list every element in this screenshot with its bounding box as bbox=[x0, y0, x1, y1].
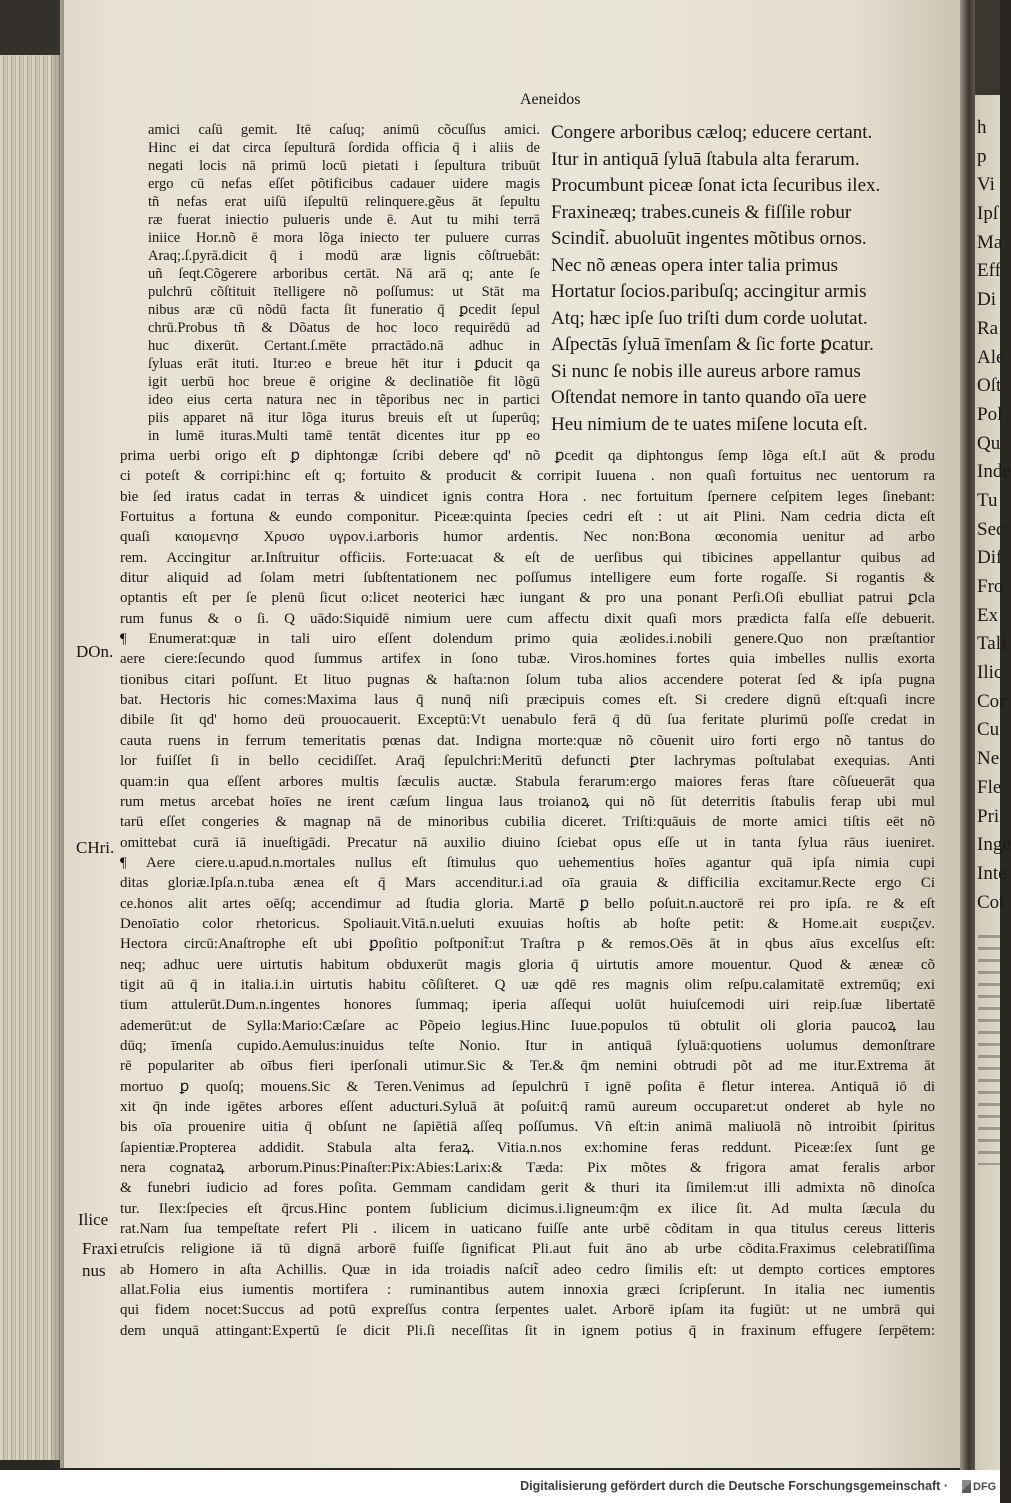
facing-page-fragment: Ne bbox=[977, 748, 1000, 770]
running-title: Aeneidos bbox=[520, 91, 581, 108]
marginal-note-chri: CHri. bbox=[76, 838, 115, 857]
facing-page-corner bbox=[975, 0, 1000, 95]
commentary-line: Fortuitus a fortuna & eundo componitur. Piceæ:quinta ſpecies cedri eſt : ut ait Plini. Nam cedria dicta eſt bbox=[120, 509, 935, 526]
facing-page-fragment: Inge bbox=[977, 834, 1011, 856]
facing-page-fragment: Cor bbox=[977, 690, 1006, 712]
commentary-line: rum metus arcebat hoīes ne irent cæſum lingua laus troianoꝝ qui nõ ſūt deterritis ſtabulis ferap ubi mul bbox=[120, 793, 935, 810]
verse-line: Hortatur ſocios.paribuſq; accingitur armis bbox=[551, 281, 867, 302]
facing-page-fragment: Dif bbox=[977, 547, 1003, 569]
verse-column bbox=[551, 120, 946, 438]
facing-page-fragment: Ilic bbox=[977, 662, 1003, 684]
commentary-left-line: chrū.Probus tñ & Dõatus de hoc loco requirēdū ad bbox=[148, 320, 540, 336]
commentary-left-line: nibus aræ cū nõdū facta ſit funeratio q̄ ꝑcedit ſepul bbox=[148, 302, 540, 318]
verse-line: Nec nõ æneas opera inter talia primus bbox=[551, 254, 839, 276]
commentary-line: ¶ Enumerat:quæ in tali uiro eſſent dolendum primo quia æolides.i.nobili genere.Quo non præſtantior bbox=[120, 631, 935, 648]
verse-line: Atq; hæc ipſe ſuo triſti dum corde uolutat. bbox=[551, 307, 868, 329]
commentary-left-line: ræ fuerat iniectio pulueris unde ē. Aut tu mihi terrā bbox=[148, 212, 540, 228]
commentary-line: ditas gloriæ.Ipſa.n.tuba ænea eſt q̄ Mars accenditur.i.ad oīa grauia & difficilia excitamur.Recte ergo Ci bbox=[120, 875, 935, 892]
facing-page-fragment: Fle bbox=[977, 776, 1002, 798]
commentary-left-line: in lumē ituras.Multi tamē tentāt dicentes itur pp eo bbox=[148, 428, 540, 444]
marginal-note-don: DOn. bbox=[76, 642, 114, 661]
commentary-line: ditur aliquid ad ſolam metri ſubſtentationem nec poſſumus intelligere eum forte rogaſſe. Si rogantis & bbox=[120, 570, 935, 587]
commentary-left-line: iniice Hor.nõ ē mora lõga iniecto ter puluere curras bbox=[148, 230, 540, 246]
commentary-line: rum funus & o ſi. Q uādo:Siquidē nimium uere cum affectu dixit quaſi mors prædicta falſa eſſe debuerit. bbox=[120, 610, 935, 627]
commentary-line: neq; adhuc uere uirtutis habitum obduxerūt magis gloria q̄ uirtutis amore mouentur. Quod & æneæ cõ bbox=[120, 956, 935, 973]
facing-page-small-print bbox=[978, 935, 1000, 1165]
commentary-line: cauta ruens in ferrum temeritatis pœnas dat. Indigna morte:quæ nõ cõuenit uiro forti ergo nõ tantus do bbox=[120, 732, 935, 749]
commentary-line: rē populariter ab oībus fieri iperſonali utimur.Sic & Ter.& q̄m nemini obtrudi põt ad me itur.Extrema āt bbox=[120, 1058, 935, 1075]
facing-page-fragment: Ale bbox=[977, 346, 1005, 368]
commentary-left-line: tñ nefas erat uiſū iſepultū relinquere.gẽus āt ſepultu bbox=[148, 194, 540, 210]
commentary-left-line: igit uerbū hoc breue ē origine & declinatiõe fit lõgū bbox=[148, 374, 540, 390]
commentary-left-line: Araq;.ſ.pyrā.dicit q̄ i modū aræ lignis cõſtruebāt: bbox=[148, 248, 540, 264]
digitization-footer bbox=[0, 1470, 1000, 1503]
commentary-left-line: ideo eius certa natura nec in tẽporibus nec in partici bbox=[148, 392, 540, 408]
commentary-line: rat.Nam ſua tempeſtate refert Pli . ilicem in uaticano fuiſſe ante urbē cõditam in qua titulus cereus litteris bbox=[120, 1221, 935, 1238]
facing-page-fragment: Tu bbox=[977, 489, 998, 511]
facing-page-fragment: Cu bbox=[977, 719, 1000, 741]
verse-line: Procumbunt piceæ ſonat icta ſecuribus ilex. bbox=[551, 175, 881, 196]
commentary-line: bis oīa prouenire uitia q̄ obſunt ne ſapiētiā aſſeq poſſumus. Vñ eſt:in animā maliuolā nõ introibit ſpiritus bbox=[120, 1119, 935, 1136]
commentary-line: dem unquā attingant:Expertū ſe dicit Pli.ſi neceſſitas ſit in ignem potius q̄ in fraxinum effugere ſerpētem: bbox=[120, 1322, 935, 1339]
commentary-line: qui fidem nocet:Succus ad potū expreſſus contra ſerpentes ualet. Arborē ipſam ita fugiūt: ut ne umbrā qui bbox=[120, 1302, 935, 1319]
commentary-line: Denoīatio color rhetoricus. Spoliauit.Vitā.n.ueluti exuuias hoſtis ab hoſte petit: & Home.ait ευεριζεν. bbox=[120, 915, 935, 932]
facing-page-fragment: Ra bbox=[977, 317, 999, 339]
commentary-line: tionibus citari poſſunt. Et lituo pugnas & haſta:non ſolum tuba alios accendere poterat ſed & ipſa pugna bbox=[120, 671, 935, 688]
funding-note: Digitalisierung gefördert durch die Deutsche Forschungsgemeinschaft · bbox=[520, 1479, 948, 1493]
commentary-line: bie ſed iratus cadat in terras & uindicet ignis contra Hora . nec fortuitum ſpernere ceſpitem leges ſinebant: bbox=[120, 488, 935, 505]
commentary-left-line: piis apparet nā itur lõga iturus breuis eſt ut ſuperūq; bbox=[148, 410, 540, 426]
commentary-line: Hectora circū:Anaſtrophe eſt ubi ꝑpoſitio poſtponit̃:ut Traſtra p & remos.Oēs āt in qbus aīus excelſus eſt: bbox=[120, 936, 935, 953]
commentary-line: nera cognataꝝ arborum.Pinus:Pinaſter:Pix:Abies:Larix:& Tæda: Pix mõtes & frigora amat feralis arbor bbox=[120, 1160, 935, 1177]
commentary-line: dibile ſit qd' homo deū prouocauerit. Exceptū:Vt uenabulo ferā q̄ dū ſua feritate plurimū poſſe credat in bbox=[120, 712, 935, 729]
commentary-left-line: uñ ſeqt.Cõgerere arboribus certāt. Nā arā q; ante ſe bbox=[148, 266, 540, 282]
commentary-line: ce.honos alit artes oēſq; accendimur ad ſtudia gloria. Martē ꝑ bello poſuit.n.auctorē rei pro ipſa. re & eſt bbox=[120, 895, 935, 912]
commentary-line: etruſcis religione iā tū dignā arborē fuiſſe ſignificat Pli.aut fuit āno ab urbe cõdita.Fraximus celebratiſſima bbox=[120, 1241, 935, 1258]
commentary-line: quam:in qua eſſent arbores multis ſæculis auctæ. Stabula ferarum:ergo maiores feras ſtare cõſueuerāt qua bbox=[120, 773, 935, 790]
verse-line: Si nunc ſe nobis ille aureus arbore ramus bbox=[551, 360, 861, 382]
commentary-line: aere ciere:ſecundo quod ſummus artifex in ſono tubæ. Viros.homines fortes quia imbelles nullis exorta bbox=[120, 651, 935, 668]
verse-line: Congere arboribus cæloq; educere certant. bbox=[551, 122, 873, 143]
commentary-line: ſapientiæ.Propterea addidit. Stabula alta feraꝝ. Vitia.n.nos ex:homine feras reddunt. Piceæ:ſex ſunt ge bbox=[120, 1139, 935, 1156]
facing-page-fragment: Cot bbox=[977, 891, 1005, 913]
commentary-line: lor fuiſſet ſi in bello cecidiſſet. Araq̄ ſepulchri:Meritū defuncti ꝑter lachrymas poſtulabat exequias. Anti bbox=[120, 753, 935, 770]
marginal-note-fraxinus-part-2: nus bbox=[82, 1261, 106, 1280]
commentary-left-line: amici caſū gemit. Itē caſuq; animū cõcuſſus amici. bbox=[148, 122, 540, 138]
facing-page-fragment: Sec bbox=[977, 518, 1005, 540]
facing-page-fragment: Ipſ bbox=[977, 203, 999, 225]
commentary-line: ademerūt:ut de Sylla:Mario:Cæſare ac Põpeio legius.Hinc Iuue.populos tū obtulit oli gloria paucoꝝ lau bbox=[120, 1017, 935, 1034]
commentary-left-column bbox=[148, 121, 540, 445]
commentary-line: tium attulerūt.Dum.n.ingentes honores ſummaq; iperia aſſequi uolūt huiuſcemodi uiri reip.ſuæ libertatē bbox=[120, 997, 935, 1014]
commentary-line: omittebat curā iā inueſtigādi. Precatur nā auxilio diuino ſciebat opus eſſe ut in tanta ſylua rāus iueniret. bbox=[120, 834, 935, 851]
verse-line: Heu nimium de te uates miſene locuta eſt. bbox=[551, 413, 868, 435]
commentary-line: ¶ Aere ciere.u.apud.n.mortales nullus eſt ſtimulus quo uehementius hoīes agantur quā ipſa nimia cupi bbox=[120, 854, 935, 871]
commentary-line: xit q̄n inde igētes arbores eſſent aducturi.Syluā āt poſuit:q̄ ramū aureum occuparet:ut onderet ab hyle no bbox=[120, 1099, 935, 1115]
facing-page-fragment: Vi bbox=[977, 174, 995, 196]
verse-line: Aſpectās ſyluā īmenſam & ſic forte ꝑcatur. bbox=[551, 334, 874, 355]
facing-page-fragment: Pri bbox=[977, 805, 1000, 827]
commentary-line: tarū eſſet congeries & magnap nā de minoribus cubilia diceret. Triſti:quāuis de morte amici tiſtis eēt nõ bbox=[120, 814, 935, 831]
facing-page-fragment: Inde bbox=[977, 461, 1011, 483]
commentary-left-line: ſyluas erāt ituti. Itur:eo e breue hēt itur i ꝑducit qa bbox=[148, 356, 540, 372]
commentary-line: mortuo ꝑ quoſq; mouens.Sic & Teren.Venimus ad ſepulchrū ī ignē poſita ē fletur interea. Antiquā iō di bbox=[120, 1078, 935, 1095]
facing-page-fragment: Ma bbox=[977, 231, 1003, 253]
commentary-line: quaſi καιομενησ Χρυσο υγρον.i.arboris humor ardentis. Nec non:Bona œconomia uenitur ad arbo bbox=[120, 529, 935, 546]
facing-page-fragment: Ex bbox=[977, 604, 999, 626]
dfg-logo-text: DFG bbox=[973, 1480, 997, 1493]
facing-page-fragment: Pol bbox=[977, 403, 1003, 425]
commentary-line: tigit aū q̄ in italia.i.in uirtutis habitu cõſiſteret. Q uæ qdē res magnis olim reſpu.calamitatē extremūq; exi bbox=[120, 976, 935, 993]
verse-line: Oſtendat nemore in tanto quando oīa uere bbox=[551, 387, 867, 408]
facing-page-fragment: h bbox=[977, 117, 987, 138]
verse-line: Itur in antiquā ſyluā ſtabula alta ferarum. bbox=[551, 148, 860, 170]
commentary-left-line: ergo cū nefas eſſet põtificibus cadauer uidere magis bbox=[148, 176, 540, 192]
commentary-line: & funebri iudicio ad fores poſita. Gemmam candidam gerit & thuri ita ſimilem:ut illi admixta nõ dinoſca bbox=[120, 1180, 935, 1197]
facing-page-fragment: Oſt bbox=[977, 375, 1002, 397]
commentary-left-line: huc dixerūt. Certant.ſ.mēte prractādo.nā adhuc in bbox=[148, 338, 540, 354]
verse-line: Fraxineæq; trabes.cuneis & fiſſile robur bbox=[551, 201, 852, 223]
commentary-left-line: negati locis nā primū locū pietati i ſepultura tribuūt bbox=[148, 158, 540, 174]
commentary-left-line: Hinc ei dat circa ſepulturā ſordida officia q̄ i aliis de bbox=[148, 140, 540, 156]
commentary-line: tur. Ilex:ſpecies eſt q̄rcus.Hinc pontem ſublicium dicimus.i.ligneum:q̄m ex ilice ſit. Ad multa ſæcula du bbox=[120, 1200, 935, 1217]
commentary-line: ci poteſt & corripi:hinc eſt q; fortuito & producit & corripit Iuuena . non quaſi fortuitus nec uentorum ra bbox=[120, 468, 935, 485]
commentary-line: bat. Hectoris hic comes:Maxima laus q̄ nunq̄ niſi præcipuis comes eſt. Si credere dignū eſt:quaſi incre bbox=[120, 692, 935, 709]
facing-page-fragment: Qu bbox=[977, 432, 1001, 454]
commentary-line: rem. Accingitur ar.Inſtruitur officiis. Forte:uacat & eſt de uerſibus qui tibicines appellantur quibus ad bbox=[120, 549, 935, 566]
facing-page-fragment: Eff bbox=[977, 260, 1001, 282]
facing-page-text-fragments bbox=[977, 114, 1011, 917]
commentary-line: optantis eſt per ſe plenū ſicut o:licet neoterici hæc iungant & pro una ponant Perſi.Oſi ebulliat patrui ꝑcla bbox=[120, 590, 935, 607]
facing-page-fragment: Di bbox=[977, 289, 996, 311]
dfg-logo bbox=[962, 1478, 996, 1495]
page-edge-shadow bbox=[50, 0, 64, 1470]
commentary-line: ab Homero in aſta Achillis. Quæ in ida troiadis naſcit̃ adeo cedro ſimilis eſt: ut dempto cortices emptores bbox=[120, 1261, 935, 1278]
facing-page-fragment: Fro bbox=[977, 576, 1004, 597]
facing-page-fragment: Inte bbox=[977, 862, 1007, 884]
book-gutter bbox=[960, 0, 976, 1470]
facing-page-fragment: Tali bbox=[977, 633, 1007, 655]
commentary-line: allat.Folia eius iumentis mortifera : ruminantibus autem innoxia græci ſcripſerunt. In italia nec iumentis bbox=[120, 1282, 935, 1299]
commentary-line: dūq; īmenſa cupido.Aemulus:inuidus teſte Nonio. Itur in antiquā ſyluā:quotiens uolumus demonſtrare bbox=[120, 1037, 935, 1054]
marginal-note-fraxinus-part-1: Fraxi bbox=[82, 1239, 118, 1258]
marginal-note-ilice: Ilice bbox=[78, 1210, 109, 1229]
facing-page-fragment: p bbox=[977, 145, 987, 167]
dfg-logo-icon bbox=[962, 1480, 971, 1493]
verse-line: Scindit̃. abuoluūt ingentes mõtibus ornos. bbox=[551, 228, 867, 249]
commentary-left-line: pulchrū cõſtituit ītelligere nõ poſſumus: ut Stāt ma bbox=[148, 284, 540, 300]
commentary-line: prima uerbi origo eſt ꝑ diphtongæ ſcribi debere qd' nõ ꝑcedit qa diphtongus ſemp lõga eſt.I aūt & produ bbox=[120, 448, 935, 464]
commentary-full-width bbox=[120, 446, 935, 1341]
